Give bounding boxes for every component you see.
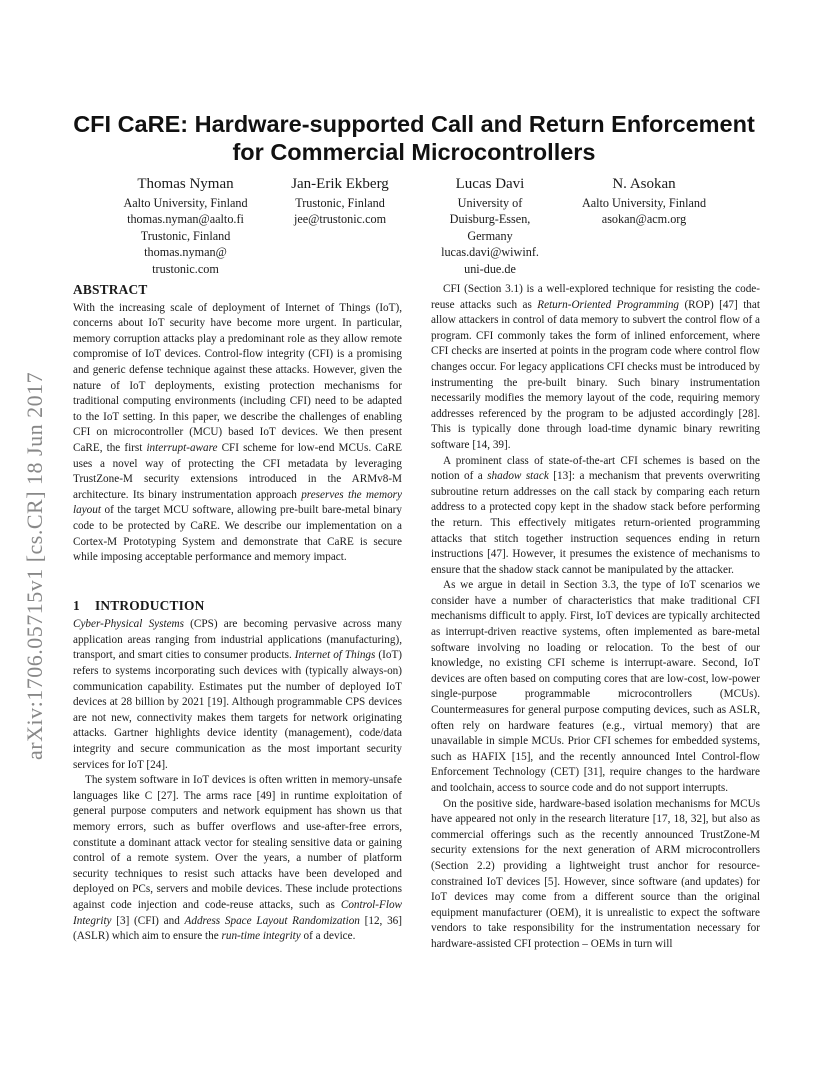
text-run: [3] (CFI) and — [111, 914, 185, 927]
paper-title — [60, 110, 768, 166]
emphasis-text: shadow stack — [487, 470, 549, 483]
author-affiliation: University of — [457, 196, 523, 210]
author-email: lucas.davi@wiwinf. — [441, 245, 539, 260]
text-run: On the positive side, hardware-based isolation mechanisms for MCUs have appeared not only in the research literature [17, 18, 32], but also as commercial offerings such as the recently announced TrustZone-M security extensions for the next generation of ARM microcontrollers (Section 2.2) providing a lightweight trust anchor for resource-constrained IoT devices [5]. However, since software (and updates) for IoT devices may come from a different source than the original equipment manufacturer (OEM), it is unrealistic to expect the software vendors to take responsibility for the instrumentation necessary for hardware-assisted CFI protection – OEMs in turn will — [431, 797, 760, 950]
emphasis-text: interrupt-aware — [146, 441, 218, 454]
emphasis-text: Address Space Layout Randomization — [184, 914, 360, 927]
author-affiliation: Trustonic, Finland — [140, 228, 231, 243]
author-affiliation: Aalto University, Finland — [123, 196, 248, 210]
text-run: CFI (Section 3.1) is a well-explored technique for resisting the code-reuse attacks such as — [431, 283, 760, 311]
body-paragraph — [431, 282, 760, 454]
author-block-4 — [566, 174, 722, 228]
author-email: asokan@acm.org — [601, 212, 687, 227]
author-email: uni-due.de — [464, 261, 516, 276]
author-affiliation: Duisburg-Essen, — [449, 212, 531, 227]
text-run: As we argue in detail in Section 3.3, the type of IoT scenarios we consider have a number of characteristics that make traditional CFI mechanisms difficult to apply. First, IoT devices are typically architected as interrupt-driven reactive systems, often implemented as bare-metal software involving no loading or relocation. To the best of our knowledge, no existing CFI scheme is interrupt-aware. Second, IoT devices are often based on computing cores that are low-cost, low-power single-purpose programmable microcontrollers (MCUs). Countermeasures for general purpose computing devices, such as ASLR, often rely on hardware features (e.g., virtual memory) that are unavailable in simple MCUs. Prior CFI schemes for embedded systems, such as HAFIX [15], and the recently announced Intel Control-flow Enforcement Technology (CET) [31], require changes to the hardware and toolchain, access to source code and do not support interrupts. — [431, 579, 760, 794]
text-run: of a device. — [300, 930, 356, 943]
emphasis-text: Control-Flow Integrity — [73, 898, 402, 927]
title-line-1: CFI CaRE: Hardware-supported Call and Return Enforcement — [73, 111, 755, 137]
text-run: CFI scheme for low-end MCUs. CaRE uses a novel way of protecting the CFI metadata by leveraging TrustZone-M security extensions introduced in the ARMv8-M architecture. Its binary instrumentation approach — [73, 441, 402, 501]
text-run: (ROP) [47] that allow attackers in control of data memory to subvert the control flow of a program. CFI commonly takes the form of inlined enforcement, where CFI checks are inserted at points in the program code where control flow changes occur. For legacy applications CFI checks must be introduced by instrumenting the pre-built binary. Such binary instrumentation necessarily modifies the memory layout of the code, requiring memory addresses referenced by the program to be adjusted accordingly [28]. This is typically done through load-time dynamic binary rewriting software [14, 39]. — [431, 298, 761, 451]
text-run: [12, 36] (ASLR) which aim to ensure the — [73, 914, 402, 943]
author-block-2 — [268, 174, 412, 228]
text-run: [13]: a mechanism that prevents overwriting subroutine return addresses on the call stack by comparing each return address to a protected copy kept in the shadow stack before performing the return. This effectively mitigates return-oriented programming attacks that stitch together instruction sequences ending in return instructions [47]. However, it presumes the existence of mechanisms to ensure that the shadow stack cannot be manipulated by the attacker. — [431, 470, 760, 576]
body-paragraph — [431, 578, 760, 796]
section-number: 1 — [73, 597, 80, 613]
title-line-2: for Commercial Microcontrollers — [232, 139, 596, 165]
author-email: jee@trustonic.com — [293, 212, 387, 227]
author-email: trustonic.com — [152, 261, 219, 276]
author-affiliation: Germany — [467, 228, 513, 243]
body-paragraph — [431, 797, 760, 953]
abstract-text — [73, 301, 402, 566]
intro-paragraph-1 — [73, 617, 402, 773]
section-heading-introduction — [73, 598, 402, 614]
author-email: thomas.nyman@aalto.fi — [127, 212, 244, 227]
author-block-3 — [420, 174, 560, 277]
section-title: INTRODUCTION — [95, 597, 205, 613]
arxiv-identifier: arXiv:1706.05715v1 [cs.CR] 18 Jun 2017 — [22, 371, 47, 760]
text-run: With the increasing scale of deployment of Internet of Things (IoT), concerns about IoT security have become more urgent. In particular, memory corruption attacks play a predominant role as they allow remote compromise of IoT devices. Control-flow integrity (CFI) is a promising and generic defense technique against these attacks. However, given the nature of IoT deployments, existing protection mechanisms for traditional computing environments (including CFI) need to be adapted to the IoT setting. In this paper, we describe the challenges of enabling CFI on microcontroller (MCU) based IoT devices. We then present CaRE, the first — [73, 301, 402, 454]
emphasis-text: run-time integrity — [221, 930, 301, 943]
author-name: Thomas Nyman — [137, 176, 234, 192]
right-column — [431, 282, 760, 953]
text-run: A prominent class of state-of-the-art CFI schemes is based on the notion of a — [431, 454, 760, 483]
text-run: (IoT) refers to systems incorporating such devices with (typically always-on) communication capability. Estimates put the number of deployed IoT devices at 28 billion by 2021 [19]. Although programmable CPS devices are not new, connectivity makes them targets for network originating attacks. Gartner highlights device identity (management), code/data integrity and secure communication as the most important security services for IoT [24]. — [73, 649, 403, 771]
emphasis-text: Return-Oriented Programming — [537, 298, 680, 311]
author-affiliation: Aalto University, Finland — [581, 196, 707, 210]
body-paragraph — [431, 454, 760, 579]
text-run: (CPS) are becoming pervasive across many application areas ranging from industrial applications (manufacturing), transport, and smart cities to consumer products. — [73, 618, 402, 662]
abstract-heading: ABSTRACT — [73, 282, 148, 297]
emphasis-text: preserves the memory layout — [73, 488, 402, 517]
author-affiliation: Trustonic, Finland — [295, 196, 385, 210]
text-run: of the target MCU software, allowing pre-built bare-metal binary code to be protected by CaRE. We describe our implementation on a Cortex-M Prototyping System and demonstrate that CaRE is secure while imposing acceptable performance and memory impact. — [73, 504, 402, 564]
author-name: N. Asokan — [612, 176, 676, 192]
intro-paragraph-2 — [73, 773, 402, 945]
author-name: Jan-Erik Ekberg — [291, 176, 389, 192]
author-name: Lucas Davi — [455, 176, 525, 192]
author-email: thomas.nyman@ — [144, 245, 227, 260]
emphasis-text: Internet of Things — [294, 649, 376, 662]
text-run: The system software in IoT devices is often written in memory-unsafe languages like C [27]. The arms race [49] in runtime exploitation of general purpose computers and network equipment has shown us that memory errors, such as buffer overflows and use-after-free errors, constitute a dominant attack vector for stealing sensitive data or gaining control of a remote system. Over the years, a number of platform security techniques to resist such attacks have been developed and deployed on PCs, servers and mobile devices. These include protections against code injection and code-reuse attacks, such as — [73, 774, 402, 911]
author-block-1 — [108, 174, 263, 277]
emphasis-text: Cyber-Physical Systems — [73, 618, 184, 631]
left-column — [73, 282, 402, 945]
